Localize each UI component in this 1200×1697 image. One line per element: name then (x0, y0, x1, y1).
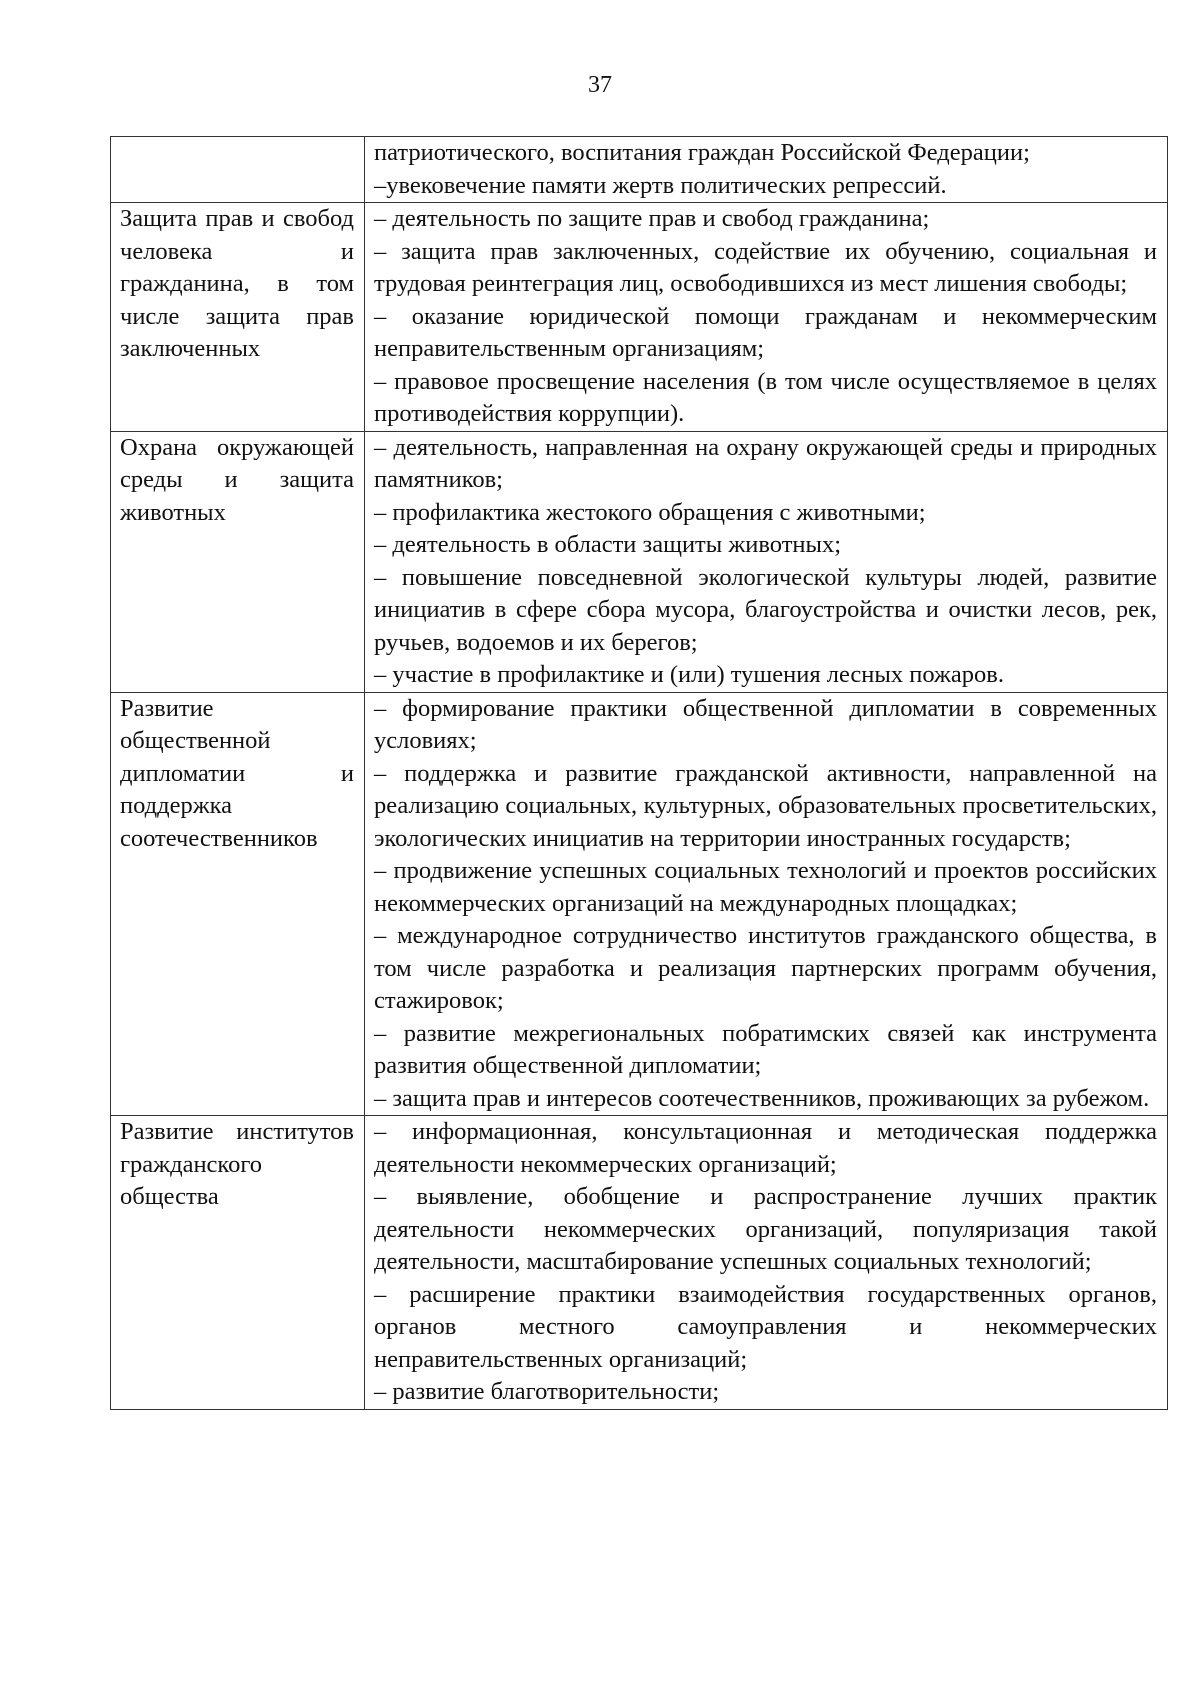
list-item: – информационная, консультационная и методическая поддержка деятельности некоммерческих организаций; (374, 1118, 1157, 1178)
directions-table (110, 136, 1168, 1410)
table-row (111, 137, 1168, 203)
row-content-cell (365, 203, 1168, 432)
list-item: – профилактика жестокого обращения с животными; (374, 498, 926, 526)
row-content-cell (365, 1116, 1168, 1410)
table-row (111, 203, 1168, 432)
table-row (111, 1116, 1168, 1410)
list-item: – защита прав заключенных, содействие их обучению, социальная и трудовая реинтеграция лиц, освободившихся из мест лишения свободы; (374, 237, 1157, 297)
list-item: – развитие межрегиональных побратимских связей как инструмента развития общественной дипломатии; (374, 1019, 1157, 1079)
list-item: – деятельность в области защиты животных; (374, 531, 842, 558)
row-label: Защита прав и свобод человека и гражданина, в том числе защита прав заключенных (120, 205, 354, 362)
list-item: – оказание юридической помощи гражданам и некоммерческим неправительственным организациям; (374, 302, 1157, 362)
row-label: Охрана окружающей среды и защита животных (120, 433, 354, 526)
table-row (111, 692, 1168, 1116)
list-item: – развитие благотворительности; (374, 1378, 720, 1405)
list-item: – защита прав и интересов соотечественников, проживающих за рубежом. (374, 1084, 1150, 1112)
row-label: Развитие общественной дипломатии и поддержка соотечественников (120, 694, 354, 852)
list-item: – деятельность, направленная на охрану окружающей среды и природных памятников; (374, 433, 1157, 493)
row-content-cell (365, 692, 1168, 1116)
list-item: – правовое просвещение населения (в том числе осуществляемое в целях противодействия коррупции). (374, 367, 1157, 427)
list-item: –увековечение памяти жертв политических репрессий. (374, 171, 947, 199)
list-item: – формирование практики общественной дипломатии в современных условиях; (374, 694, 1157, 754)
row-content-cell (365, 137, 1168, 203)
row-label-cell (111, 137, 365, 203)
page-number: 37 (588, 72, 612, 98)
row-label-cell (111, 692, 365, 1116)
list-item: – международное сотрудничество институтов гражданского общества, в том числе разработка и реализация партнерских программ обучения, стажировок; (374, 922, 1157, 1014)
row-label-cell (111, 1116, 365, 1410)
table-row (111, 431, 1168, 692)
row-content-cell (365, 431, 1168, 692)
list-item: – повышение повседневной экологической культуры людей, развитие инициатив в сфере сбора мусора, благоустройства и очистки лесов, рек, ручьев, водоемов и их берегов; (374, 563, 1157, 656)
list-item: – участие в профилактике и (или) тушения лесных пожаров. (374, 661, 1004, 688)
list-item: – продвижение успешных социальных технологий и проектов российских некоммерческих организаций на международных площадках; (374, 857, 1157, 917)
row-label: Развитие институтов гражданского общества (120, 1118, 354, 1210)
list-item: – выявление, обобщение и распространение лучших практик деятельности некоммерческих организаций, популяризация такой деятельности, масштабирование успешных социальных технологий; (374, 1183, 1157, 1275)
list-item: патриотического, воспитания граждан Российской Федерации; (374, 139, 1030, 166)
row-label-cell (111, 203, 365, 432)
list-item: – поддержка и развитие гражданской активности, направленной на реализацию социальных, культурных, образовательных просветительских, экологических инициатив на территории иностранных государств; (374, 759, 1157, 852)
list-item: – расширение практики взаимодействия государственных органов, органов местного самоуправления и некоммерческих неправительственных организаций; (374, 1280, 1157, 1373)
list-item: – деятельность по защите прав и свобод гражданина; (374, 205, 930, 232)
row-label-cell (111, 431, 365, 692)
